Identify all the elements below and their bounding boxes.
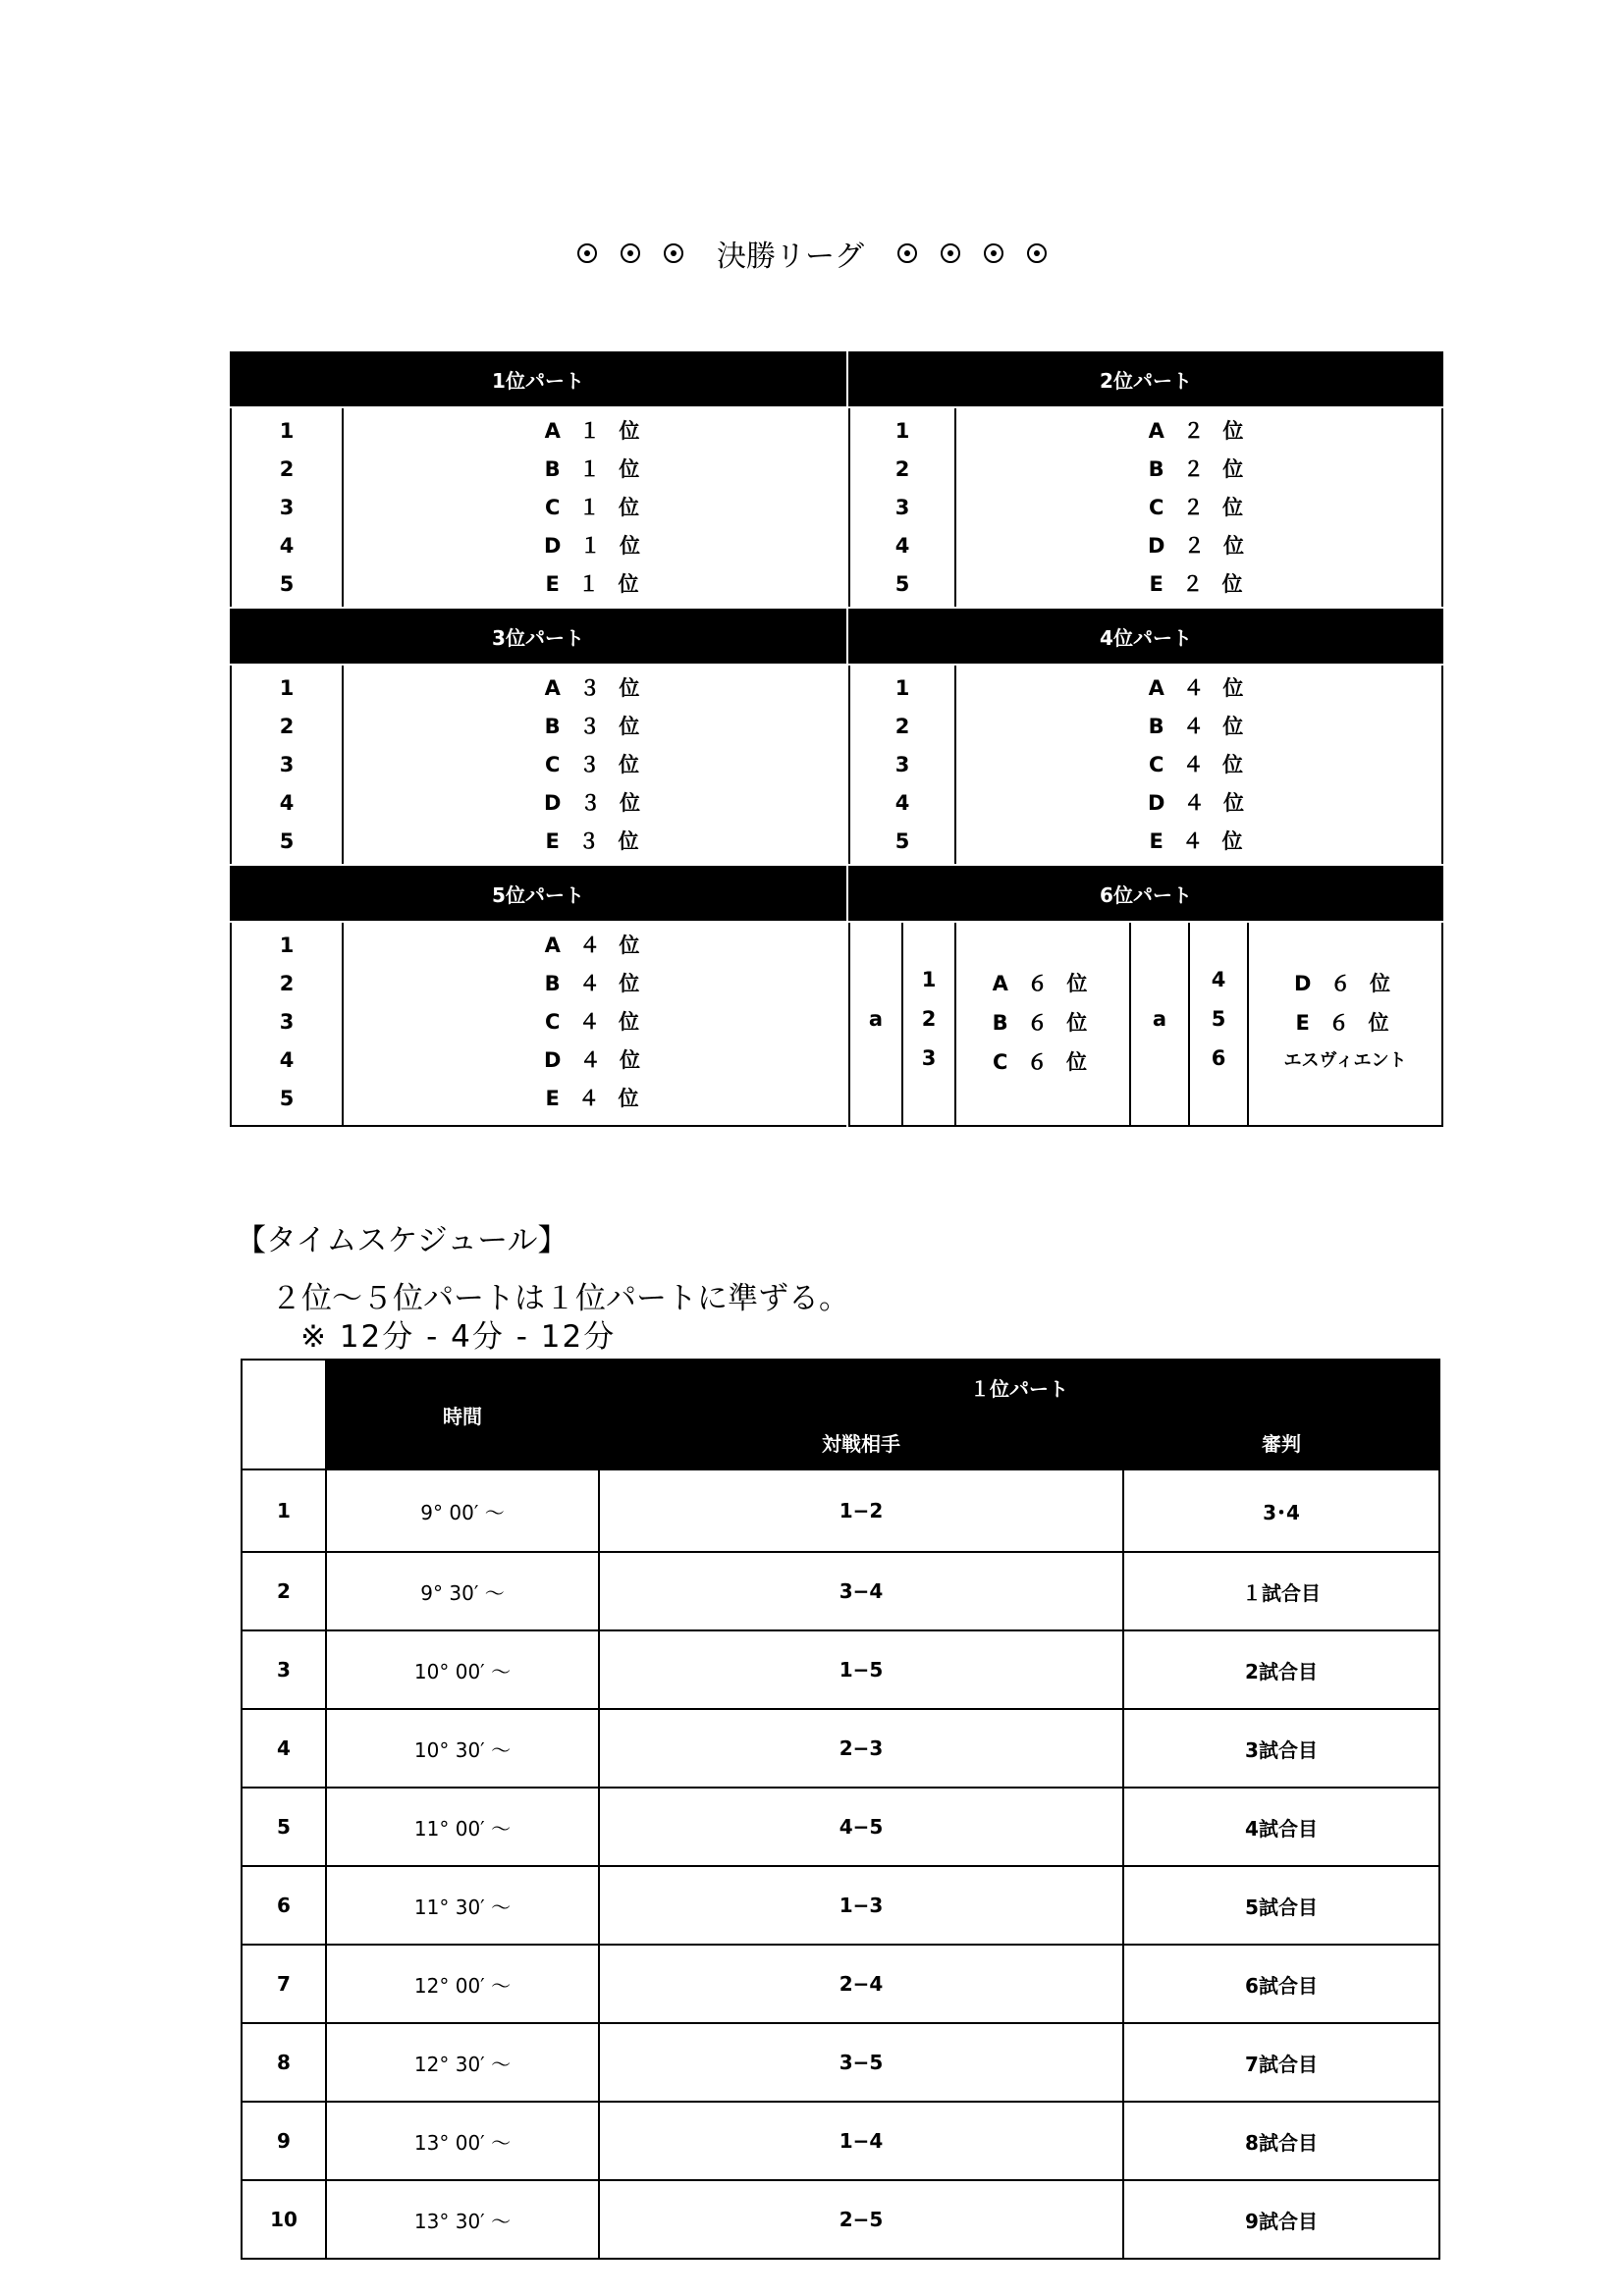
match-time: 12° 00′ ～	[326, 1945, 599, 2023]
seed-number: 4	[894, 791, 910, 815]
part-row	[232, 1080, 846, 1118]
match-number: 4	[242, 1709, 326, 1788]
table-row	[242, 1866, 1439, 1945]
seed-number: 4	[279, 791, 295, 815]
match-pairing: 1−2	[599, 1469, 1123, 1552]
seed-number: 2	[894, 457, 910, 481]
seed-number: 1	[279, 934, 295, 957]
team-slot: C ２ 位	[1148, 496, 1250, 519]
part-row	[850, 412, 1441, 451]
part-row	[850, 527, 1441, 565]
team-slot: B ４ 位	[544, 972, 646, 995]
match-number: 8	[242, 2023, 326, 2102]
part-row	[232, 1003, 846, 1041]
table-header-row	[242, 1360, 1439, 1415]
part-row	[850, 565, 1441, 604]
seed-number: 2	[921, 1007, 937, 1031]
seed-number: 1	[279, 676, 295, 700]
part-body	[848, 923, 1443, 1127]
header-time: 時間	[326, 1360, 599, 1469]
seed-number: 5	[1211, 1007, 1226, 1031]
match-number: 2	[242, 1552, 326, 1630]
part-header: 2位パート	[848, 351, 1443, 406]
table-bottom-border	[232, 1125, 846, 1127]
seed-number: 3	[279, 496, 295, 519]
match-time: 11° 00′ ～	[326, 1788, 599, 1866]
match-referee: 8試合目	[1123, 2102, 1439, 2180]
seed-number: 5	[279, 1087, 295, 1110]
team-slot: C ６ 位	[992, 1050, 1094, 1074]
team-slot: E ６ 位	[1295, 1011, 1395, 1035]
team-slot: A ６ 位	[992, 972, 1094, 995]
match-referee: 4試合目	[1123, 1788, 1439, 1866]
table-row	[242, 2023, 1439, 2102]
team-slot: B １ 位	[544, 457, 646, 481]
match-referee: 5試合目	[1123, 1866, 1439, 1945]
schedule-duration-note: ※ 12分 - 4分 - 12分	[300, 1319, 617, 1355]
team-slot: C １ 位	[544, 496, 646, 519]
part-header: 4位パート	[848, 609, 1443, 664]
match-pairing: 2−5	[599, 2180, 1123, 2259]
part-row	[232, 746, 846, 784]
match-pairing: 3−5	[599, 2023, 1123, 2102]
part-block-5	[230, 866, 846, 1127]
match-pairing: 3−4	[599, 1552, 1123, 1630]
part-header: 1位パート	[230, 351, 846, 406]
match-referee: １試合目	[1123, 1552, 1439, 1630]
table-row	[242, 1788, 1439, 1866]
table-row	[242, 1709, 1439, 1788]
match-number: 9	[242, 2102, 326, 2180]
table-bottom-border	[850, 1125, 1441, 1127]
part-body	[848, 666, 1443, 864]
seed-number: 1	[894, 676, 910, 700]
team-slot: B ３ 位	[544, 715, 646, 738]
seed-number: 2	[894, 715, 910, 738]
team-slot: エスヴィエント	[1283, 1050, 1407, 1071]
part-row	[850, 669, 1441, 708]
schedule-title: 【タイムスケジュール】	[236, 1223, 568, 1258]
part-row	[232, 412, 846, 451]
team-slot: E １ 位	[545, 572, 645, 596]
seed-number: 4	[279, 534, 295, 558]
part-body	[230, 408, 846, 607]
match-time: 12° 30′ ～	[326, 2023, 599, 2102]
page-title-row	[0, 234, 1624, 273]
team-slot: A ２ 位	[1148, 419, 1250, 443]
table-row	[242, 1469, 1439, 1552]
match-pairing: 2−4	[599, 1945, 1123, 2023]
header-blank-cell	[242, 1360, 326, 1469]
soccer-ball-icon	[897, 243, 917, 263]
seed-number: 5	[894, 572, 910, 596]
match-pairing: 1−3	[599, 1866, 1123, 1945]
header-referee: 審判	[1123, 1415, 1439, 1469]
team-slot: D ２ 位	[1147, 534, 1251, 558]
team-slot: B ６ 位	[992, 1011, 1094, 1035]
schedule-table	[241, 1359, 1440, 2260]
seed-number: 4	[1211, 968, 1226, 991]
part-block-4	[848, 609, 1443, 864]
soccer-ball-icon	[664, 243, 683, 263]
seed-number: 2	[279, 457, 295, 481]
team-slot: D ４ 位	[543, 1048, 647, 1072]
page-title: 決勝リーグ	[717, 240, 864, 274]
seed-number: 3	[279, 1010, 295, 1034]
seed-number: 5	[894, 829, 910, 853]
match-pairing: 1−5	[599, 1630, 1123, 1709]
soccer-ball-icon	[1027, 243, 1047, 263]
part-row	[850, 489, 1441, 527]
part-body	[230, 923, 846, 1127]
soccer-ball-icon	[984, 243, 1003, 263]
match-referee: 6試合目	[1123, 1945, 1439, 2023]
match-referee: 9試合目	[1123, 2180, 1439, 2259]
part-row	[232, 784, 846, 823]
soccer-ball-icon	[577, 243, 597, 263]
match-time: 9° 30′ ～	[326, 1552, 599, 1630]
seed-number: 2	[279, 715, 295, 738]
match-referee: 3試合目	[1123, 1709, 1439, 1788]
table-row	[242, 1945, 1439, 2023]
table-row	[242, 1552, 1439, 1630]
team-slot: A ４ 位	[1148, 676, 1250, 700]
team-slot: E ４ 位	[1149, 829, 1249, 853]
part-row	[232, 527, 846, 565]
header-match: 対戦相手	[599, 1415, 1123, 1469]
part-row	[232, 1041, 846, 1080]
match-number: 6	[242, 1866, 326, 1945]
team-slot: C ３ 位	[544, 753, 646, 776]
team-slot: D ４ 位	[1147, 791, 1251, 815]
match-time: 13° 00′ ～	[326, 2102, 599, 2180]
seed-number: 1	[894, 419, 910, 443]
match-referee: 2試合目	[1123, 1630, 1439, 1709]
team-slot: E ２ 位	[1149, 572, 1249, 596]
seed-number: 3	[894, 753, 910, 776]
part-block-3	[230, 609, 846, 864]
part-block-2	[848, 351, 1443, 607]
seed-number: 6	[1211, 1046, 1226, 1070]
part-row	[232, 451, 846, 489]
group-label: a	[1152, 1007, 1167, 1031]
part-row	[850, 823, 1441, 861]
table-row	[242, 2102, 1439, 2180]
match-time: 10° 30′ ～	[326, 1709, 599, 1788]
table-row	[242, 2180, 1439, 2259]
seed-number: 3	[921, 1046, 937, 1070]
soccer-ball-icon	[621, 243, 640, 263]
part-block-6	[848, 866, 1443, 1127]
header-part: １位パート	[599, 1360, 1439, 1415]
part-header: 6位パート	[848, 866, 1443, 921]
part-body	[848, 408, 1443, 607]
part-row	[850, 708, 1441, 746]
team-slot: A ３ 位	[544, 676, 646, 700]
group-label: a	[868, 1007, 884, 1031]
seed-number: 4	[894, 534, 910, 558]
soccer-ball-icon	[941, 243, 960, 263]
part-row	[232, 927, 846, 965]
match-time: 10° 00′ ～	[326, 1630, 599, 1709]
match-time: 11° 30′ ～	[326, 1866, 599, 1945]
seed-number: 3	[894, 496, 910, 519]
seed-number: 2	[279, 972, 295, 995]
table-row	[242, 1630, 1439, 1709]
seed-number: 1	[921, 968, 937, 991]
part-row	[232, 965, 846, 1003]
part-row	[850, 784, 1441, 823]
match-pairing: 4−5	[599, 1788, 1123, 1866]
team-slot: A ４ 位	[544, 934, 646, 957]
team-slot: C ４ 位	[1148, 753, 1250, 776]
team-slot: E ４ 位	[545, 1087, 645, 1110]
match-referee: 7試合目	[1123, 2023, 1439, 2102]
part-row	[232, 669, 846, 708]
team-slot: D ６ 位	[1293, 972, 1397, 995]
seed-number: 5	[279, 829, 295, 853]
match-number: 3	[242, 1630, 326, 1709]
schedule-note: ２位～５位パートは１位パートに準ずる。	[271, 1281, 849, 1316]
team-slot: D １ 位	[543, 534, 647, 558]
match-pairing: 1−4	[599, 2102, 1123, 2180]
match-number: 7	[242, 1945, 326, 2023]
team-slot: D ３ 位	[543, 791, 647, 815]
part-body	[230, 666, 846, 864]
team-slot: B ４ 位	[1148, 715, 1250, 738]
part-header: 5位パート	[230, 866, 846, 921]
match-pairing: 2−3	[599, 1709, 1123, 1788]
seed-number: 4	[279, 1048, 295, 1072]
part-row	[232, 823, 846, 861]
part-row	[232, 708, 846, 746]
match-number: 1	[242, 1469, 326, 1552]
seed-number: 5	[279, 572, 295, 596]
part-header: 3位パート	[230, 609, 846, 664]
match-time: 13° 30′ ～	[326, 2180, 599, 2259]
team-slot: B ２ 位	[1148, 457, 1250, 481]
part-row	[232, 489, 846, 527]
part-row	[232, 565, 846, 604]
seed-number: 3	[279, 753, 295, 776]
team-slot: A １ 位	[544, 419, 646, 443]
seed-number: 1	[279, 419, 295, 443]
match-number: 10	[242, 2180, 326, 2259]
match-referee: 3･4	[1123, 1469, 1439, 1552]
match-time: 9° 00′ ～	[326, 1469, 599, 1552]
match-number: 5	[242, 1788, 326, 1866]
team-slot: C ４ 位	[544, 1010, 646, 1034]
part-block-1	[230, 351, 846, 607]
part-row	[850, 451, 1441, 489]
part-row	[850, 746, 1441, 784]
team-slot: E ３ 位	[545, 829, 645, 853]
